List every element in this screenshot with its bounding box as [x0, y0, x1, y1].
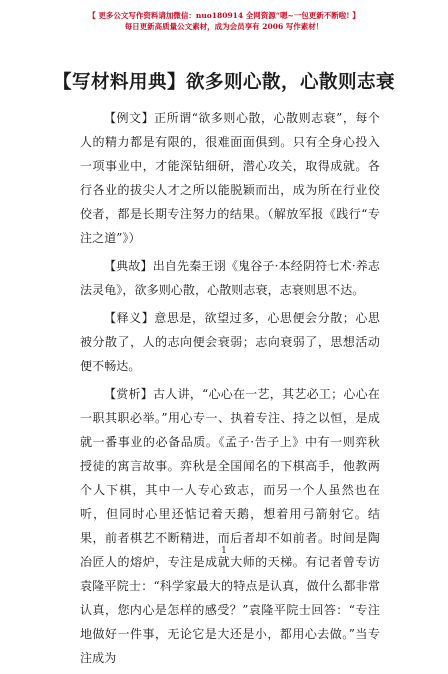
page-number: 1	[221, 546, 227, 556]
promo-banner-line-2: 每日更新高质量公文素材，成为会员享有 2006 写作素材！	[124, 22, 324, 31]
promo-banner	[0, 10, 448, 32]
document-title: 【写材料用典】欲多则心散，心散则志衰	[52, 72, 395, 93]
paragraph-interpretation: 【释义】意思是，欲望过多，心思便会分散；心思被分散了，人的志向便会衰弱；志向衰弱了，思想活动便不畅达。	[80, 311, 380, 373]
paragraph-example: 【例文】正所谓“欲多则心散，心散则志衰”，每个人的精力都是有限的，很难面面俱到。只有全身心投入一项事业中，才能深钻细研，潜心攻关，取得成就。各行各业的拔尖人才之所以能脱颖而出，成为所在行业佼佼者，都是长期专注努力的结果。（解放军报《践行“专注之道”》）	[80, 111, 380, 245]
paragraph-allusion: 【典故】出自先秦王诩《鬼谷子·本经阴符七术·养志法灵龟》，欲多则心散，心散则志衰，志衰则思不达。	[80, 259, 380, 297]
promo-banner-line-1: 【 更多公文写作资料请加微信：nuo180914 全网资源“嗯~一包更新不断啦! 】	[88, 11, 360, 20]
paragraph-appreciation: 【赏析】古人讲，“心心在一艺，其艺必工；心心在一职其职必举。”用心专一、执着专注、持之以恒，是成就一番事业的必备品质。《孟子·告子上》中有一则弈秋授徒的寓言故事。弈秋是全国闻名的下棋高手，他教两个人下棋，其中一人专心致志，而另一个人虽然也在听，但同时心里还惦记着天鹅，想着用弓箭射它。结果，前者棋艺不断精进，而后者却不如前者。时间是陶冶匠人的熔炉，专注是成就大师的天梯。有记者曾专访袁隆平院士：“科学家最大的特点是认真，做什么都非常认真，您内心是怎样的感受？”袁隆平院士回答：“专注地做好一件事，无论它是大还是小，都用心去做。”当专注成为	[80, 387, 380, 665]
document-body	[80, 106, 380, 674]
